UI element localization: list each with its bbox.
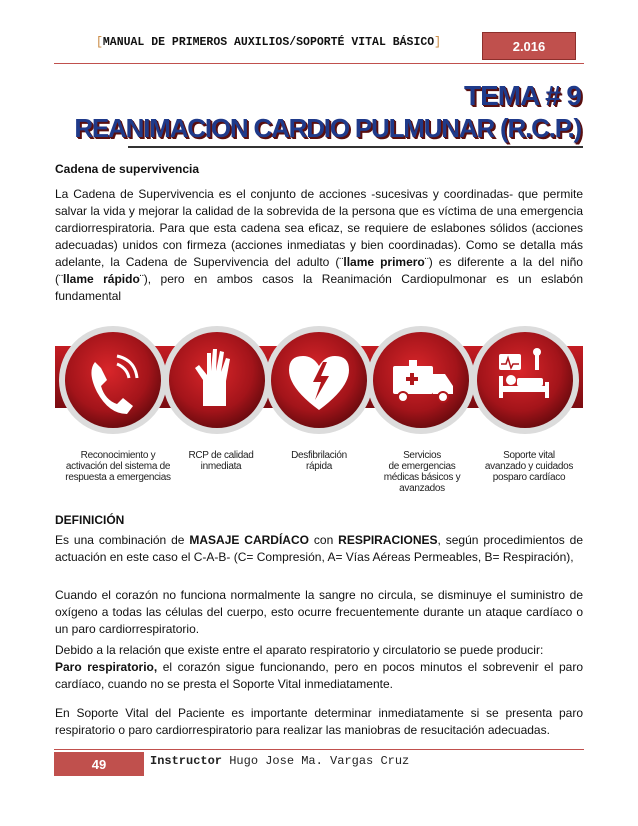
paragraph-text: Es una combinación de [55,533,190,547]
page-number-badge [54,752,144,776]
header-title-text: MANUAL DE PRIMEROS AUXILIOS/SOPORTÉ VITAL BÁSICO [102,36,435,49]
chain-label-line: Desfibrilación [291,450,347,461]
chain-link-2 [163,326,271,434]
paragraph-text: La Cadena de Supervivencia es el conjunto de acciones -sucesivas y coordinadas- que permite salvar la vida y mejorar la calidad de la sobrevida de la persona que es víctima de una emergencia cardiorrespiratoria. Para que esta cadena sea eficaz, se requiere de eslabones sólidos (acciones adecuadas) unidos con firmeza (acciones inmediatas y bien coordinadas). Como se detalla más adelante, la Cadena de Supervivencia del adulto (¨ [55,187,583,269]
section-title-cadena: Cadena de supervivencia [55,162,200,176]
paragraph-text: ¨) es diferente a la del niño (¨ [55,255,583,286]
chain-label-4 [370,450,474,494]
chain-label-line: activación del sistema de [65,461,171,472]
chain-label-line: inmediata [200,461,242,472]
chain-label-line: de emergencias [388,461,456,472]
chain-label-line: avanzado y cuidados [484,461,574,472]
chain-label-line: Servicios [403,450,441,461]
paragraph-bold-term: Paro respiratorio, [55,660,158,674]
footer-divider [54,749,584,750]
paragraph-bold-term: RESPIRACIONES [338,533,438,547]
header-divider [54,63,584,64]
chain-label-2 [176,450,266,472]
section-title-definicion: DEFINICIÓN [55,513,125,527]
chain-link-5 [471,326,579,434]
footer-instructor [150,754,409,768]
paragraph-text: , según procedimientos de actuación en este caso el C-A-B- (C= Compresión, A= Vías Aéreas Permeables, B= Respiración), [55,533,583,564]
paragraph-bold-term: llame rápido [63,272,140,286]
chain-label-line: Reconocimiento y [80,450,156,461]
chain-label-line: rápida [306,461,332,472]
paragraph-text: ¨), pero en ambos casos la Reanimación Cardiopulmonar es un eslabón fundamental [55,272,583,303]
chain-label-line: Soporte vital [503,450,555,461]
chain-label-line: avanzados [399,483,445,494]
definicion-paragraph-3 [55,642,583,693]
definicion-paragraph-2: Cuando el corazón no funciona normalmente la sangre no circula, se disminuye el suministro de oxígeno a todas las células del cuerpo, esto ocurre frecuentemente durante un ataque cardíaco o un paro cardiorrespiratorio. [55,588,583,636]
title-underline [128,146,583,148]
paragraph-text: el corazón sigue funcionando, pero en pocos minutos el sobrevenir el paro cardíaco, cuando no se presta el Soporte Vital inmediatamente. [55,660,583,691]
topic-number-heading: TEMA # 9 [464,80,581,111]
document-header-title [96,36,441,49]
instructor-label: Instructor [150,754,223,768]
year-badge [482,32,576,60]
chain-links-svg [55,318,583,448]
chain-link-4 [367,326,475,434]
page-number: 49 [91,756,107,772]
chain-label-line: RCP de calidad [188,450,254,461]
chain-label-line: posparo cardíaco [492,472,566,483]
definicion-paragraph-1 [55,532,583,566]
paragraph-bold-term: llame primero [343,255,425,269]
paragraph-text: con [308,533,339,547]
topic-title-heading: REANIMACION CARDIO PULMUNAR (R.C.P.) [74,113,581,143]
chain-label-line: médicas básicos y [383,472,461,483]
chain-label-3 [274,450,364,472]
header-bracket-left: [ [96,36,103,49]
paragraph-text: Debido a la relación que existe entre el aparato respiratorio y circulatorio se puede producir: [55,643,544,657]
header-bracket-right: ] [434,36,442,49]
paragraph-bold-term: MASAJE CARDÍACO [189,533,309,547]
year-text: 2.016 [512,38,546,54]
instructor-name: Hugo Jose Ma. Vargas Cruz [222,754,410,768]
chain-link-1 [59,326,167,434]
chain-label-line: respuesta a emergencias [65,472,171,483]
chain-label-1 [58,450,178,483]
chain-link-3 [265,326,373,434]
chain-label-5 [476,450,582,483]
definicion-paragraph-4: En Soporte Vital del Paciente es importante determinar inmediatamente si se presenta paro respiratorio o paro cardiorrespiratorio para realizar las maniobras de resucitación adecuadas. [55,706,583,737]
section-paragraph-cadena [55,186,583,305]
